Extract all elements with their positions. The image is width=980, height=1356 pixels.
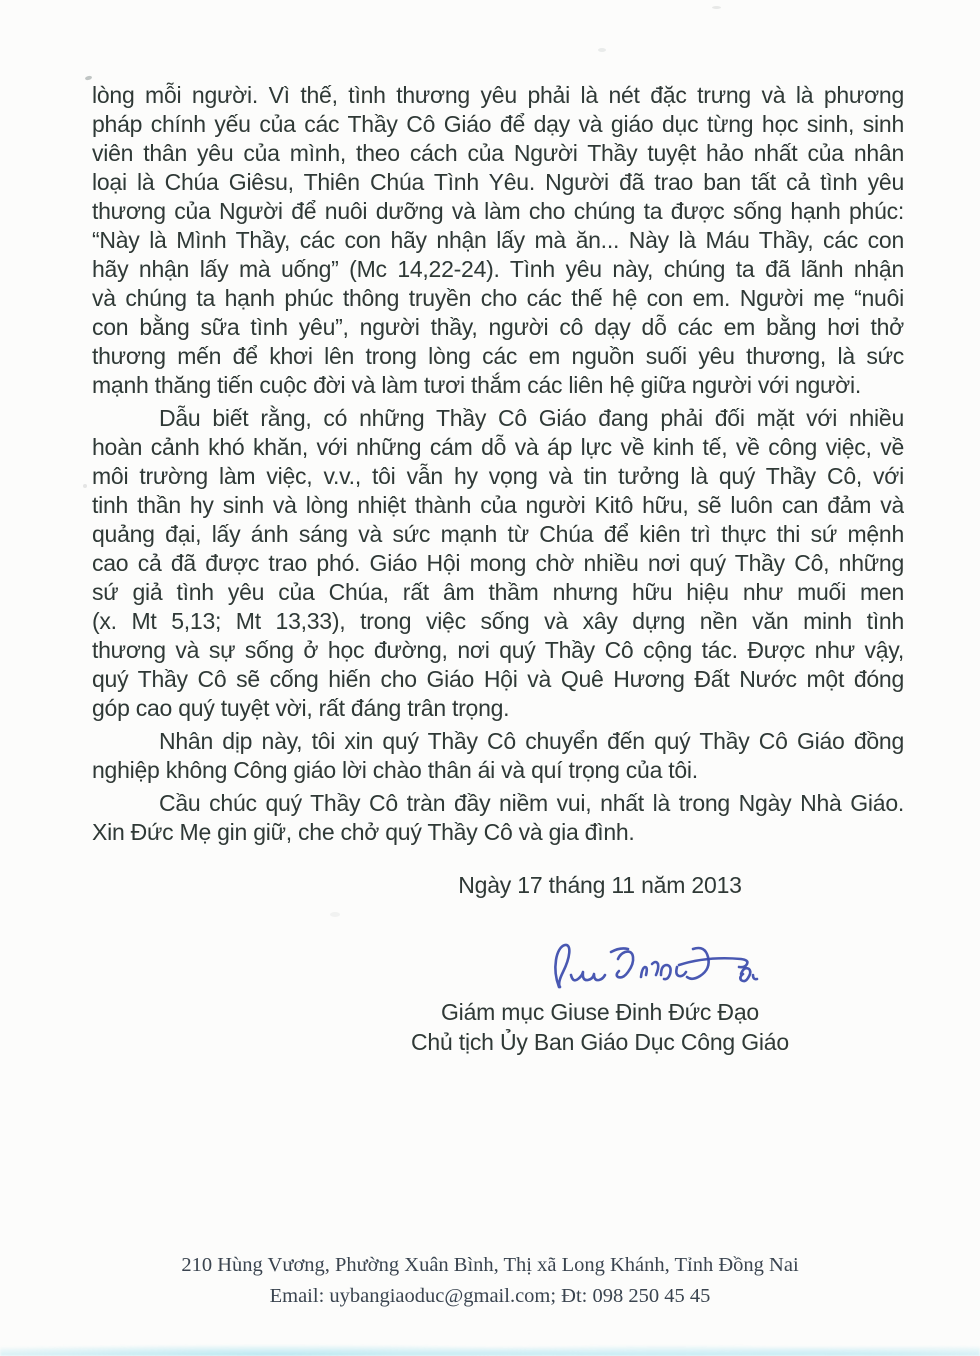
- letter-text-line: góp cao quý tuyệt vời, rất đáng trân trọng.: [92, 695, 510, 721]
- letter-paragraph: [92, 81, 904, 400]
- letter-text-line: tinh thần hy sinh và lòng nhiệt thành của người Kitô hữu, sẽ luôn can đảm và: [92, 492, 904, 518]
- letter-text-line: pháp chính yếu của các Thầy Cô Giáo để dạy và giáo dục từng học sinh, sinh: [92, 111, 904, 137]
- letter-text-line: mạnh thăng tiến cuộc đời và làm tươi thắm các liên hệ giữa người với người.: [92, 372, 861, 398]
- scan-artifact-strip: [0, 1343, 980, 1356]
- footer-address: 210 Hùng Vương, Phường Xuân Bình, Thị xã Long Khánh, Tỉnh Đồng Nai: [181, 1254, 799, 1276]
- signer-title: Chủ tịch Ủy Ban Giáo Dục Công Giáo: [410, 1029, 789, 1055]
- letter-paragraph: [92, 404, 904, 723]
- letter-text-line: loại là Chúa Giêsu, Thiên Chúa Tình Yêu. Người đã trao ban tất cả tình yêu: [92, 169, 904, 195]
- scan-speck: [83, 484, 87, 488]
- scan-speck: [598, 48, 606, 52]
- signer-name: Giám mục Giuse Đinh Đức Đạo: [440, 999, 760, 1025]
- letter-paragraph: [92, 789, 904, 847]
- letter-text-line: sứ giả tình yêu của Chúa, rất âm thầm nhưng hữu hiệu như muối men: [92, 579, 904, 605]
- letter-text-line: thương mến để khơi lên trong lòng các em nguồn suối yêu thương, là sức: [92, 343, 904, 369]
- letter-text-line: Cầu chúc quý Thầy Cô tràn đầy niềm vui, nhất là trong Ngày Nhà Giáo.: [159, 790, 904, 816]
- scan-speck: [712, 6, 721, 9]
- letter-footer: [0, 1250, 980, 1312]
- letter-text-line: (x. Mt 5,13; Mt 13,33), trong việc sống và xây dựng nền văn minh tình: [92, 608, 904, 634]
- scan-speck: [330, 912, 340, 917]
- letter-text-line: Xin Đức Mẹ gin giữ, che chở quý Thầy Cô và gia đình.: [92, 819, 635, 845]
- letter-text-line: Dẫu biết rằng, có những Thầy Cô Giáo đang phải đối mặt với nhiều: [159, 405, 904, 431]
- letter-text-line: thương của Người để nuôi dưỡng và làm cho chúng ta được sống hạnh phúc:: [92, 198, 904, 224]
- letter-text-line: quý Thầy Cô sẽ cống hiến cho Giáo Hội và Quê Hương Đất Nước một đóng: [92, 666, 904, 692]
- letter-text-line: và chúng ta hạnh phúc thông truyền cho các thế hệ con em. Người mẹ “nuôi: [92, 285, 904, 311]
- letter-body: [92, 81, 904, 851]
- letter-text-line: nghiệp không Công giáo lời chào thân ái và quí trọng của tôi.: [92, 757, 698, 783]
- letter-text-line: hoàn cảnh khó khăn, với những cám dỗ và áp lực về kinh tế, về công việc, về: [92, 434, 904, 460]
- letter-paragraph: [92, 727, 904, 785]
- signer-block: [290, 997, 910, 1057]
- letter-text-line: hãy nhận lấy mà uống” (Mc 14,22-24). Tình yêu này, chúng ta đã lãnh nhận: [92, 256, 904, 282]
- letter-text-line: Nhân dịp này, tôi xin quý Thầy Cô chuyển đến quý Thầy Cô Giáo đồng: [159, 728, 904, 754]
- letter-text-line: môi trường làm việc, v.v., tôi vẫn hy vọng và tin tưởng là quý Thầy Cô, với: [92, 463, 904, 489]
- date-line: Ngày 17 tháng 11 năm 2013: [458, 872, 742, 898]
- letter-text-line: con bằng sữa tình yêu”, người thầy, người cô dạy dỗ các em bằng hơi thở: [92, 314, 904, 340]
- letter-text-line: “Này là Mình Thầy, các con hãy nhận lấy mà ăn... Này là Máu Thầy, các con: [92, 227, 904, 253]
- letter-text-line: thương và sự sống ở học đường, nơi quý Thầy Cô cộng tác. Được như vậy,: [92, 637, 904, 663]
- handwritten-signature: [545, 939, 761, 999]
- letter-text-line: quảng đại, lấy ánh sáng và sức mạnh từ Chúa để kiên trì thực thi sứ mệnh: [92, 521, 904, 547]
- letter-text-line: cao cả đã được trao phó. Giáo Hội mong chờ nhiều nơi quý Thầy Cô, những: [92, 550, 904, 576]
- letter-text-line: lòng mỗi người. Vì thế, tình thương yêu phải là nét đặc trưng và là phương: [92, 82, 904, 108]
- scan-speck: [85, 75, 93, 81]
- footer-contact: Email: uybangiaoduc@gmail.com; Đt: 098 250 45 45: [269, 1285, 711, 1307]
- letter-text-line: viên thân yêu của mình, theo cách của Người Thầy tuyệt hảo nhất của nhân: [92, 140, 904, 166]
